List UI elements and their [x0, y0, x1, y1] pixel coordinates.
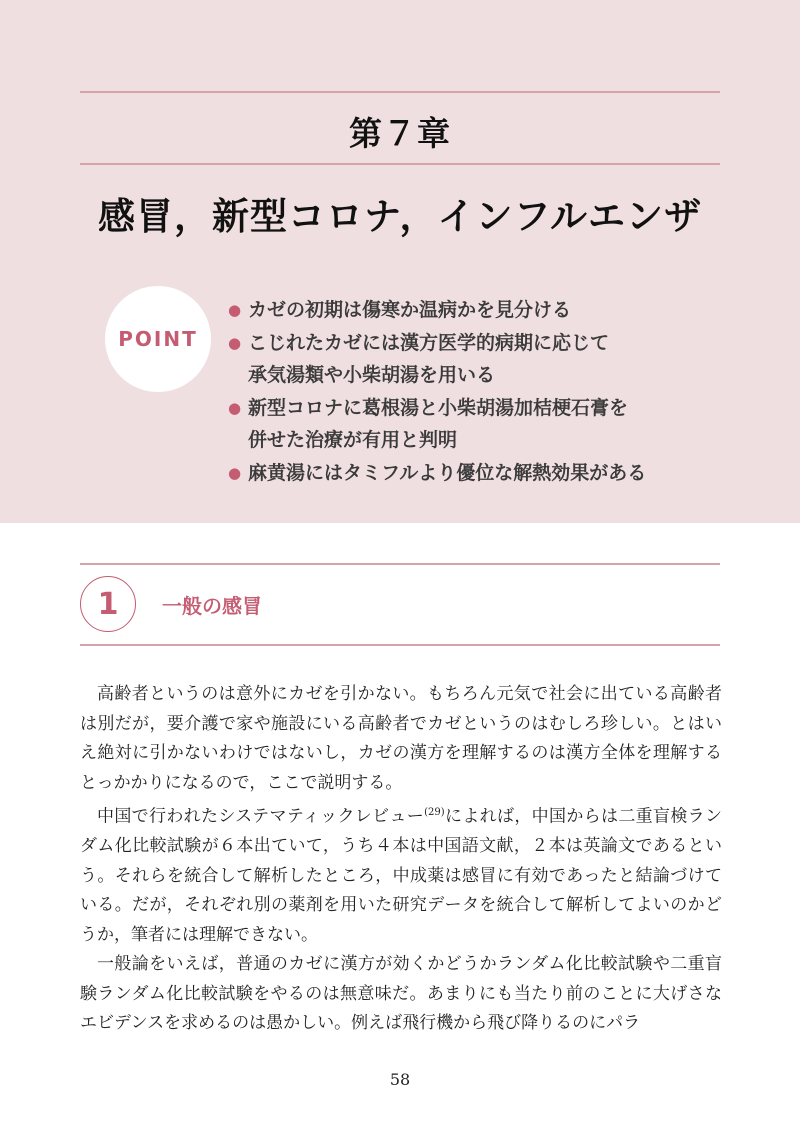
- section-title: 一般の感冒: [162, 594, 262, 618]
- body-text: [80, 680, 722, 1039]
- point-list: [228, 294, 728, 489]
- page-number: 58: [389, 1070, 411, 1089]
- section-rule-top: [80, 563, 720, 565]
- section-number: 1: [97, 586, 119, 622]
- paragraph: 中国で行われたシステマティックレビュー$^{(29)}$によれば，中国からは二重盲検ランダム化比較試験が６本出ていて，うち４本は中国語文献，２本は英論文であるという。それらを統合して解析したところ，中成薬は感冒に有効であったと結論づけている。だが，それぞれ別の薬剤を用いた研究データを統合して解析してよいのかどうか，筆者には理解できない。: [80, 806, 723, 945]
- bullet-icon: ●: [228, 301, 242, 319]
- chapter-title: 感冒，新型コロナ，インフルエンザ: [98, 195, 702, 238]
- bullet-icon: ●: [228, 463, 242, 482]
- point-label: POINT: [118, 327, 198, 351]
- chapter-number: 第７章: [349, 114, 451, 153]
- point-text: 新型コロナに葛根湯と小柴胡湯加桔梗石膏を 併せた治療が有用と判明: [248, 396, 629, 451]
- point-item: [228, 457, 728, 490]
- point-item: [228, 327, 728, 392]
- point-text: カゼの初期は傷寒か温病かを見分ける: [248, 299, 572, 321]
- chapter-rule-top: [80, 91, 720, 93]
- chapter-header: [0, 0, 800, 523]
- point-badge: [105, 286, 211, 392]
- bullet-icon: ●: [228, 398, 242, 417]
- citation-ref: (29): [424, 807, 445, 818]
- point-item: [228, 294, 728, 327]
- point-item: [228, 392, 728, 457]
- paragraph: 高齢者というのは意外にカゼを引かない。もちろん元気で社会に出ている高齢者は別だが，要介護で家や施設にいる高齢者でカゼというのはむしろ珍しい。とはいえ絶対に引かないわけではないし，カゼの漢方を理解するのは漢方全体を理解するとっかかりになるので，ここで説明する。: [80, 684, 722, 793]
- point-text: こじれたカゼには漢方医学的病期に応じて 承気湯類や小柴胡湯を用いる: [248, 331, 610, 386]
- paragraph: 一般論をいえば，普通のカゼに漢方が効くかどうかランダム化比較試験や二重盲験ランダム化比較試験をやるのは無意味だ。あまりにも当たり前のことに大げさなエビデンスを求めるのは愚かしい。例えば飛行機から飛び降りるのにパラ: [80, 954, 722, 1034]
- bullet-icon: ●: [228, 333, 242, 352]
- chapter-rule-bottom: [80, 163, 720, 165]
- point-text: 麻黄湯にはタミフルより優位な解熱効果がある: [248, 461, 647, 484]
- section-number-badge: [80, 576, 136, 632]
- section-rule-bottom: [80, 644, 720, 646]
